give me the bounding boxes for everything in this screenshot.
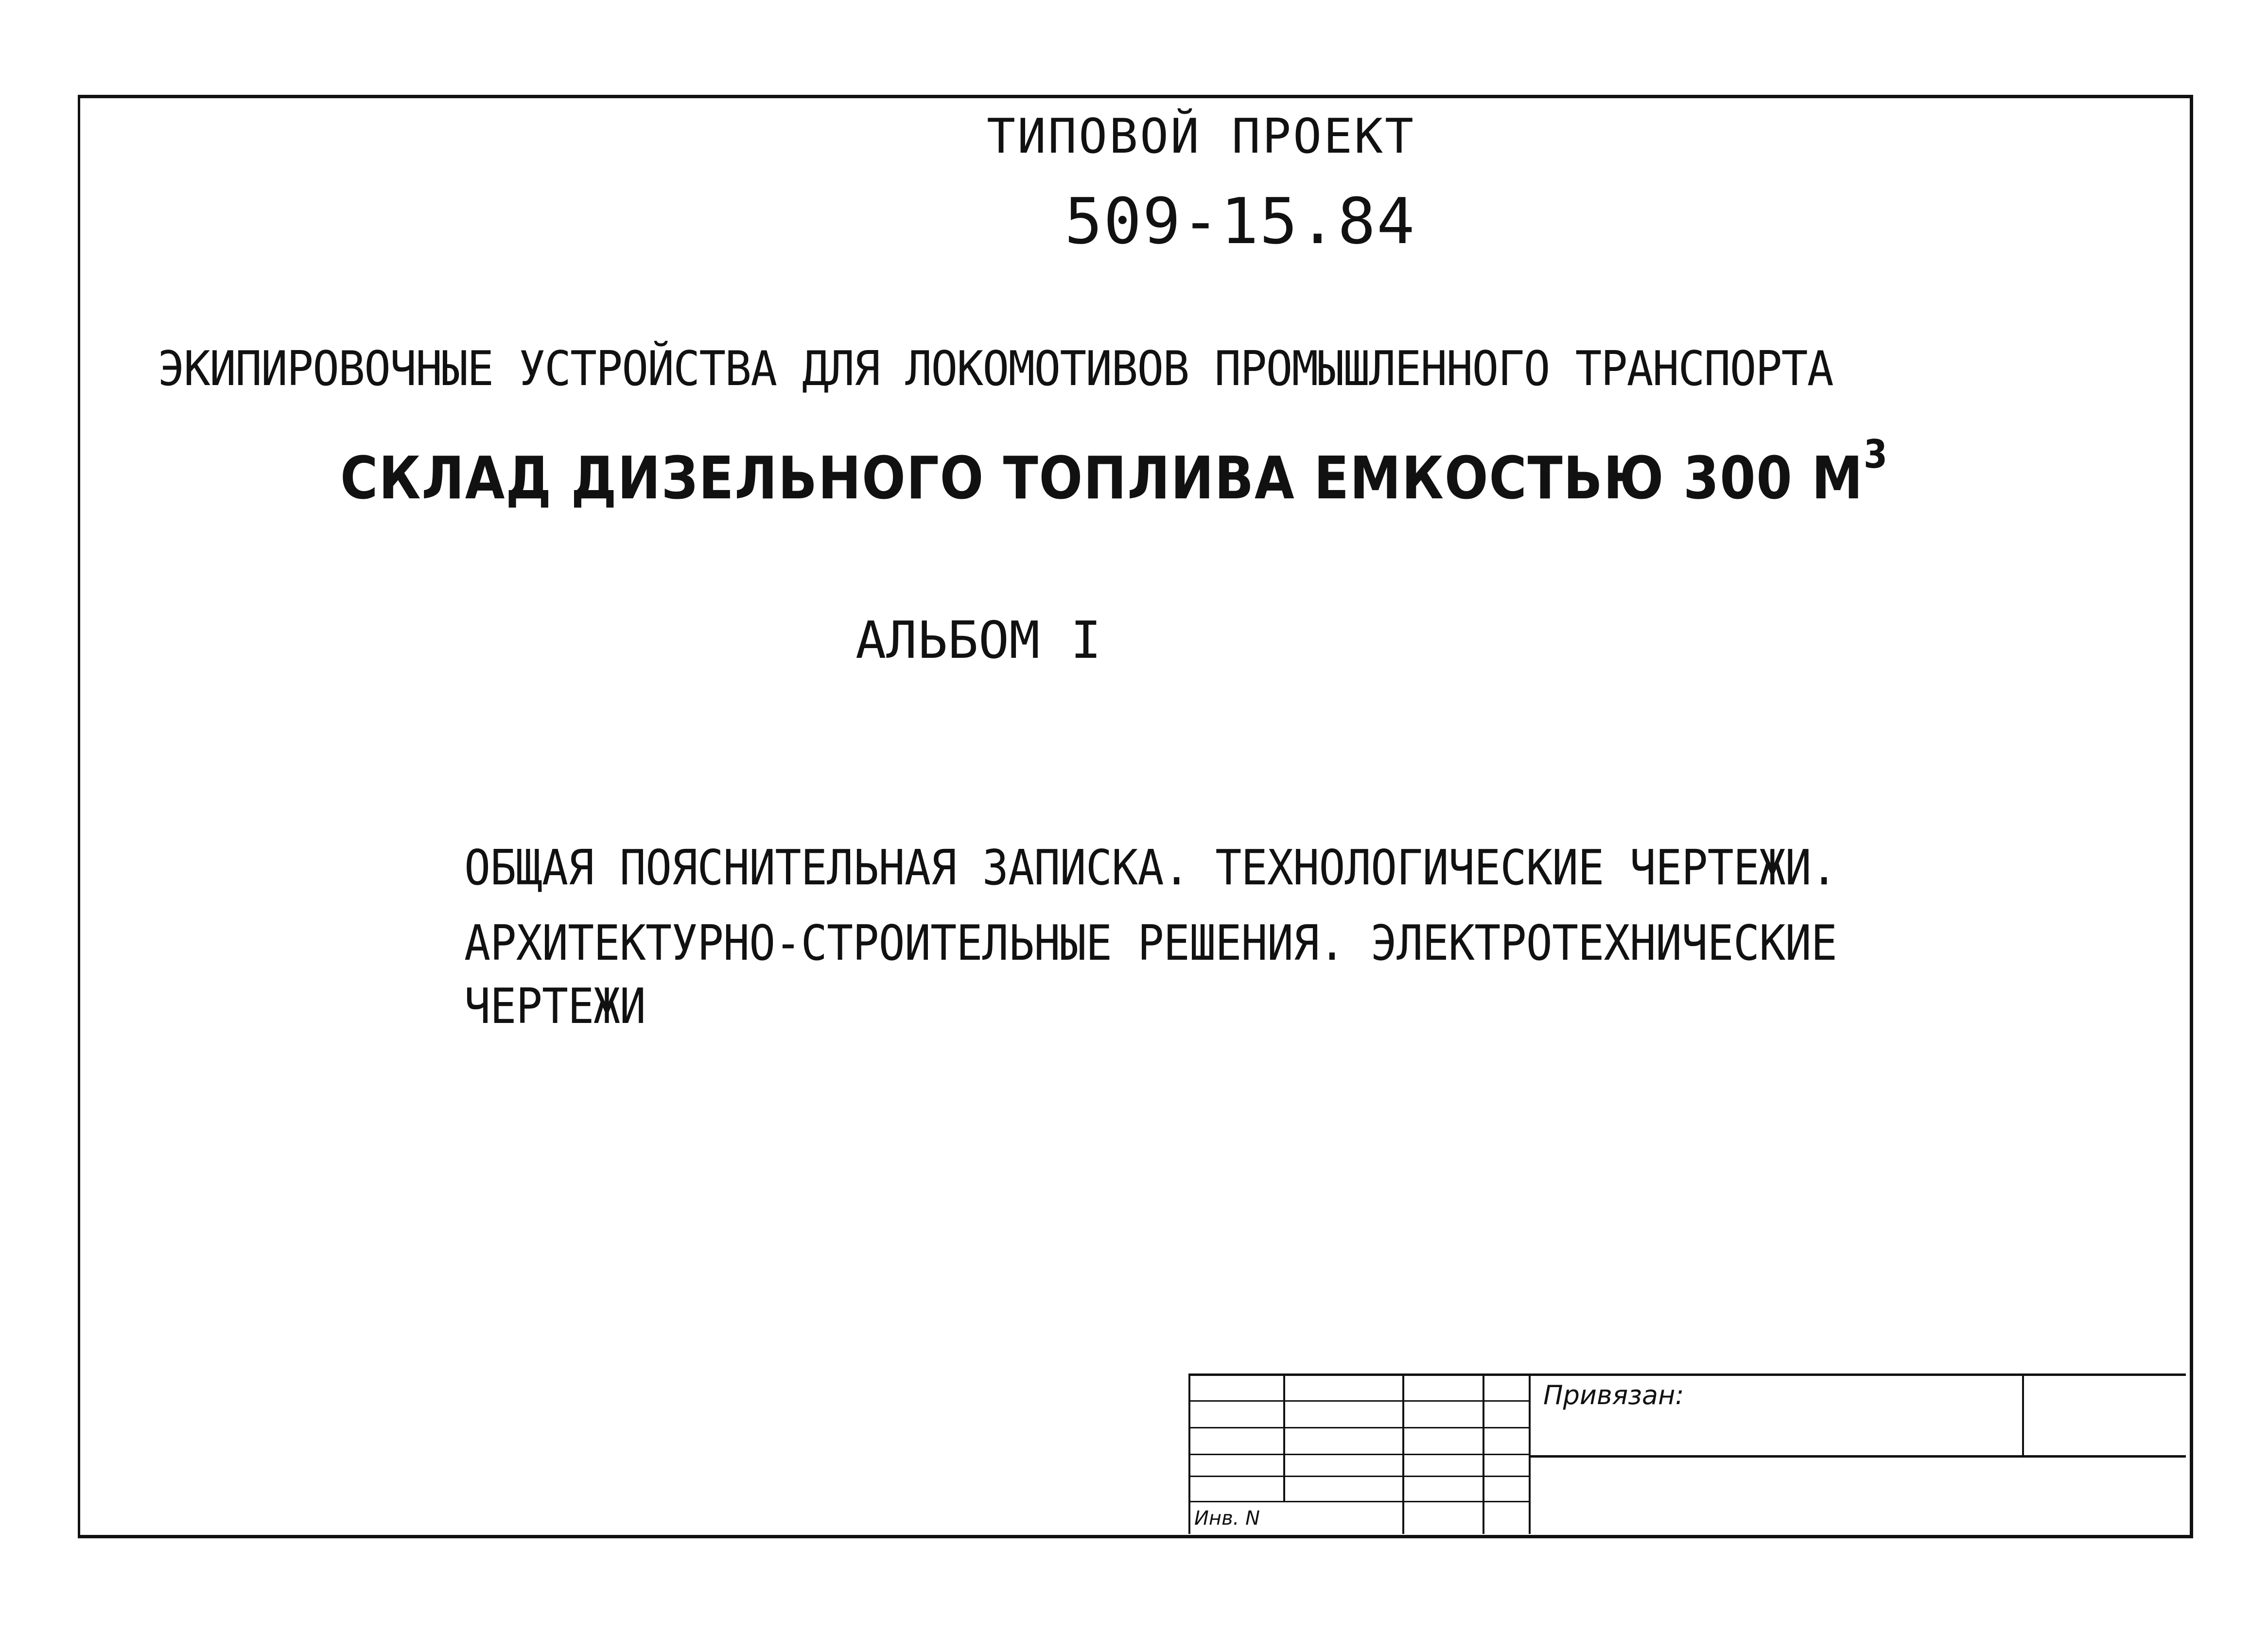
stamp-col-line xyxy=(1283,1373,1285,1501)
object-title-superscript: 3 xyxy=(1864,432,1888,477)
project-number: 509-15.84 xyxy=(1064,184,1416,258)
album-number: АЛЬБОМ I xyxy=(855,611,1101,670)
contents-line-1: ОБЩАЯ ПОЯСНИТЕЛЬНАЯ ЗАПИСКА. ТЕХНОЛОГИЧЕСКИЕ ЧЕРТЕЖИ. xyxy=(464,839,1837,896)
project-type-label: ТИПОВОЙ ПРОЕКТ xyxy=(987,109,1416,164)
contents-line-2: АРХИТЕКТУРНО-СТРОИТЕЛЬНЫЕ РЕШЕНИЯ. ЭЛЕКТРОТЕХНИЧЕСКИЕ xyxy=(464,915,1837,971)
stamp-top-line xyxy=(1188,1373,2186,1376)
stamp-row-line xyxy=(1188,1427,1529,1428)
bound-label: Привязан: xyxy=(1543,1380,1684,1410)
stamp-col-line xyxy=(1529,1373,1531,1534)
inventory-label: Инв. N xyxy=(1194,1507,1260,1530)
series-title: ЭКИПИРОВОЧНЫЕ УСТРОЙСТВА ДЛЯ ЛОКОМОТИВОВ ПРОМЫШЛЕННОГО ТРАНСПОРТА xyxy=(158,341,1833,397)
contents-line-3: ЧЕРТЕЖИ xyxy=(464,978,646,1035)
object-title-text: СКЛАД ДИЗЕЛЬНОГО ТОПЛИВА ЕМКОСТЬЮ 300 М xyxy=(340,445,1864,512)
drawing-frame xyxy=(78,95,2193,1538)
stamp-col-line xyxy=(2022,1373,2024,1456)
stamp-row-line xyxy=(1483,1400,1529,1402)
stamp-row-line xyxy=(1188,1454,1529,1455)
stamp-row-line xyxy=(1188,1476,1529,1477)
title-block xyxy=(1188,1373,2186,1534)
stamp-row-line xyxy=(1188,1400,1483,1402)
stamp-row-line xyxy=(1529,1455,2186,1458)
stamp-row-line xyxy=(1188,1501,1529,1502)
object-title xyxy=(340,432,1888,512)
